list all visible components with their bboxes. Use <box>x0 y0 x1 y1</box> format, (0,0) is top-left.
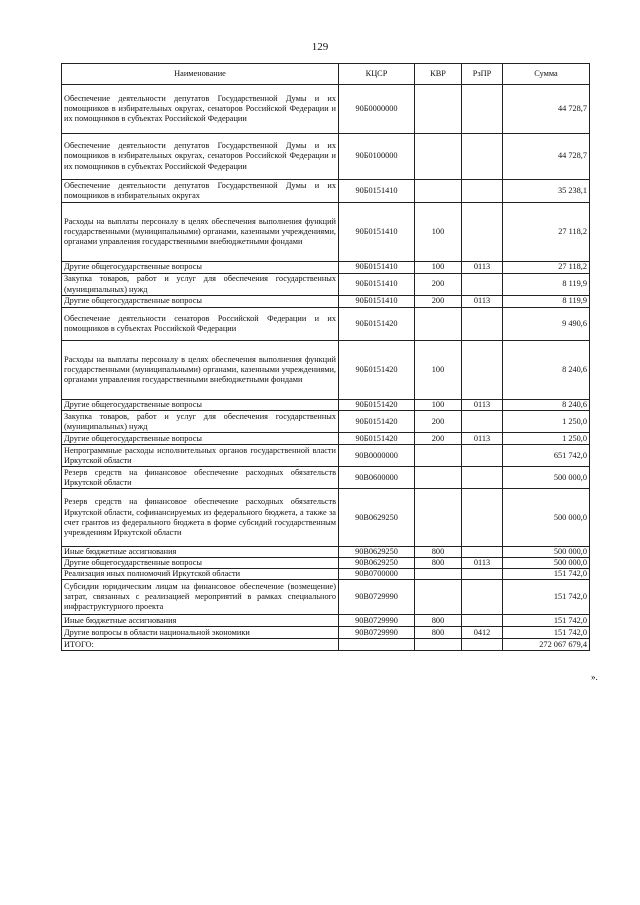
page-number: 129 <box>311 41 329 53</box>
table-row <box>62 580 590 615</box>
cell-kvr: 800 <box>415 615 462 627</box>
cell-kcsr: 90Б0151410 <box>339 262 415 274</box>
cell-sum: 27 118,2 <box>503 203 590 262</box>
table-header-row <box>62 64 590 85</box>
cell-name: Субсидии юридическим лицам на финансовое обеспечение (возмещение) затрат, связанных с реализацией мероприятий в рамках специального инфраструктурного проекта <box>62 580 339 615</box>
cell-kcsr: 90Б0151420 <box>339 308 415 341</box>
cell-name: Закупка товаров, работ и услуг для обеспечения государственных (муниципальных) нужд <box>62 411 339 433</box>
cell-kvr: 100 <box>415 400 462 411</box>
table-row <box>62 262 590 274</box>
cell-name: Расходы на выплаты персоналу в целях обеспечения выполнения функций государственными (муниципальными) органами, казенными учреждениями, органами управления государственными внебюджетными фондами <box>62 203 339 262</box>
cell-name: Иные бюджетные ассигнования <box>62 615 339 627</box>
cell-sum: 8 240,6 <box>503 400 590 411</box>
cell-rzpr <box>462 639 503 651</box>
cell-name: Резерв средств на финансовое обеспечение расходных обязательств Иркутской области, софинансируемых из федерального бюджета, а также за счет грантов из федерального бюджета в форме субсидий государственным учреждениям Иркутской области <box>62 489 339 547</box>
cell-sum: 1 250,0 <box>503 433 590 445</box>
cell-rzpr <box>462 580 503 615</box>
cell-rzpr <box>462 85 503 134</box>
cell-kcsr: 90В0629250 <box>339 558 415 569</box>
cell-rzpr: 0412 <box>462 627 503 639</box>
cell-kvr: 200 <box>415 274 462 296</box>
cell-name: Непрограммные расходы исполнительных органов государственной власти Иркутской области <box>62 445 339 467</box>
table-row <box>62 180 590 203</box>
cell-kcsr: 90В0729990 <box>339 580 415 615</box>
cell-sum: 151 742,0 <box>503 569 590 580</box>
cell-kvr: 100 <box>415 262 462 274</box>
table-row <box>62 569 590 580</box>
cell-kvr <box>415 445 462 467</box>
cell-sum: 8 240,6 <box>503 341 590 400</box>
header-kcsr: КЦСР <box>339 64 415 85</box>
cell-rzpr: 0113 <box>462 433 503 445</box>
cell-kcsr: 90В0729990 <box>339 627 415 639</box>
cell-kvr <box>415 580 462 615</box>
cell-kvr <box>415 180 462 203</box>
table-row <box>62 411 590 433</box>
table-row <box>62 134 590 180</box>
cell-rzpr: 0113 <box>462 558 503 569</box>
cell-kvr <box>415 134 462 180</box>
table-row <box>62 296 590 308</box>
cell-name: Резерв средств на финансовое обеспечение расходных обязательств Иркутской области <box>62 467 339 489</box>
table-row <box>62 274 590 296</box>
cell-kvr <box>415 308 462 341</box>
cell-rzpr: 0113 <box>462 262 503 274</box>
table-row <box>62 85 590 134</box>
cell-kvr <box>415 639 462 651</box>
cell-sum: 9 490,6 <box>503 308 590 341</box>
cell-rzpr <box>462 411 503 433</box>
cell-name: Другие общегосударственные вопросы <box>62 558 339 569</box>
header-name: Наименование <box>62 64 339 85</box>
cell-sum: 8 119,9 <box>503 296 590 308</box>
table-row <box>62 489 590 547</box>
cell-name: Другие вопросы в области национальной экономики <box>62 627 339 639</box>
cell-kcsr: 90Б0151420 <box>339 400 415 411</box>
table-row <box>62 341 590 400</box>
cell-rzpr <box>462 341 503 400</box>
cell-name: Расходы на выплаты персоналу в целях обеспечения выполнения функций государственными (муниципальными) органами, казенными учреждениями, органами управления государственными внебюджетными фондами <box>62 341 339 400</box>
table-row <box>62 400 590 411</box>
cell-kcsr: 90В0000000 <box>339 445 415 467</box>
cell-sum: 272 067 679,4 <box>503 639 590 651</box>
cell-kvr: 200 <box>415 296 462 308</box>
cell-sum: 500 000,0 <box>503 489 590 547</box>
cell-kvr: 200 <box>415 433 462 445</box>
header-kvr: КВР <box>415 64 462 85</box>
cell-kvr <box>415 489 462 547</box>
table-row <box>62 308 590 341</box>
cell-rzpr: 0113 <box>462 400 503 411</box>
cell-sum: 151 742,0 <box>503 615 590 627</box>
cell-name: Другие общегосударственные вопросы <box>62 262 339 274</box>
cell-rzpr <box>462 203 503 262</box>
cell-name: ИТОГО: <box>62 639 339 651</box>
cell-kvr: 200 <box>415 411 462 433</box>
cell-kvr <box>415 569 462 580</box>
cell-sum: 1 250,0 <box>503 411 590 433</box>
table-row <box>62 615 590 627</box>
cell-name: Реализация иных полномочий Иркутской области <box>62 569 339 580</box>
cell-kcsr: 90Б0151420 <box>339 341 415 400</box>
cell-kcsr: 90В0629250 <box>339 547 415 558</box>
cell-kcsr: 90Б0151420 <box>339 433 415 445</box>
closing-mark: ». <box>591 672 598 682</box>
table-row <box>62 467 590 489</box>
table-row <box>62 203 590 262</box>
table-body <box>62 85 590 651</box>
cell-name: Обеспечение деятельности депутатов Государственной Думы и их помощников в избирательных округах, сенаторов Российской Федерации и их помощников в субъектах Российской Федерации <box>62 134 339 180</box>
cell-kcsr: 90В0629250 <box>339 489 415 547</box>
cell-kvr: 800 <box>415 627 462 639</box>
cell-kvr: 800 <box>415 547 462 558</box>
table-row <box>62 627 590 639</box>
cell-sum: 44 728,7 <box>503 85 590 134</box>
cell-sum: 500 000,0 <box>503 558 590 569</box>
table-row <box>62 433 590 445</box>
cell-sum: 44 728,7 <box>503 134 590 180</box>
cell-rzpr <box>462 569 503 580</box>
cell-sum: 27 118,2 <box>503 262 590 274</box>
table-row <box>62 445 590 467</box>
cell-kcsr: 90В0700000 <box>339 569 415 580</box>
table-row <box>62 558 590 569</box>
cell-kcsr: 90Б0151420 <box>339 411 415 433</box>
cell-kvr: 100 <box>415 341 462 400</box>
cell-kvr <box>415 85 462 134</box>
cell-sum: 500 000,0 <box>503 547 590 558</box>
cell-kcsr: 90Б0000000 <box>339 85 415 134</box>
cell-sum: 35 238,1 <box>503 180 590 203</box>
cell-kcsr: 90Б0151410 <box>339 274 415 296</box>
cell-kcsr: 90В0729990 <box>339 615 415 627</box>
cell-name: Закупка товаров, работ и услуг для обеспечения государственных (муниципальных) нужд <box>62 274 339 296</box>
cell-kcsr: 90Б0151410 <box>339 203 415 262</box>
cell-name: Другие общегосударственные вопросы <box>62 400 339 411</box>
cell-kcsr: 90Б0100000 <box>339 134 415 180</box>
cell-sum: 151 742,0 <box>503 627 590 639</box>
cell-name: Обеспечение деятельности депутатов Государственной Думы и их помощников в избирательных округах, сенаторов Российской Федерации и их помощников в субъектах Российской Федерации <box>62 85 339 134</box>
cell-name: Иные бюджетные ассигнования <box>62 547 339 558</box>
cell-sum: 500 000,0 <box>503 467 590 489</box>
cell-sum: 8 119,9 <box>503 274 590 296</box>
cell-name: Другие общегосударственные вопросы <box>62 296 339 308</box>
cell-kcsr: 90Б0151410 <box>339 296 415 308</box>
cell-rzpr <box>462 445 503 467</box>
cell-kvr: 800 <box>415 558 462 569</box>
cell-name: Обеспечение деятельности депутатов Государственной Думы и их помощников в избирательных округах <box>62 180 339 203</box>
cell-rzpr <box>462 615 503 627</box>
cell-rzpr <box>462 547 503 558</box>
cell-name: Обеспечение деятельности сенаторов Российской Федерации и их помощников в субъектах Российской Федерации <box>62 308 339 341</box>
cell-rzpr <box>462 134 503 180</box>
cell-rzpr <box>462 467 503 489</box>
cell-kvr: 100 <box>415 203 462 262</box>
cell-rzpr <box>462 274 503 296</box>
budget-table <box>61 63 590 651</box>
cell-kcsr: 90В0600000 <box>339 467 415 489</box>
header-rzpr: РзПР <box>462 64 503 85</box>
cell-kcsr: 90Б0151410 <box>339 180 415 203</box>
table-row <box>62 547 590 558</box>
cell-rzpr: 0113 <box>462 296 503 308</box>
cell-kvr <box>415 467 462 489</box>
cell-rzpr <box>462 180 503 203</box>
cell-rzpr <box>462 308 503 341</box>
cell-sum: 651 742,0 <box>503 445 590 467</box>
cell-name: Другие общегосударственные вопросы <box>62 433 339 445</box>
cell-rzpr <box>462 489 503 547</box>
header-sum: Сумма <box>503 64 590 85</box>
table-row <box>62 639 590 651</box>
cell-kcsr <box>339 639 415 651</box>
cell-sum: 151 742,0 <box>503 580 590 615</box>
